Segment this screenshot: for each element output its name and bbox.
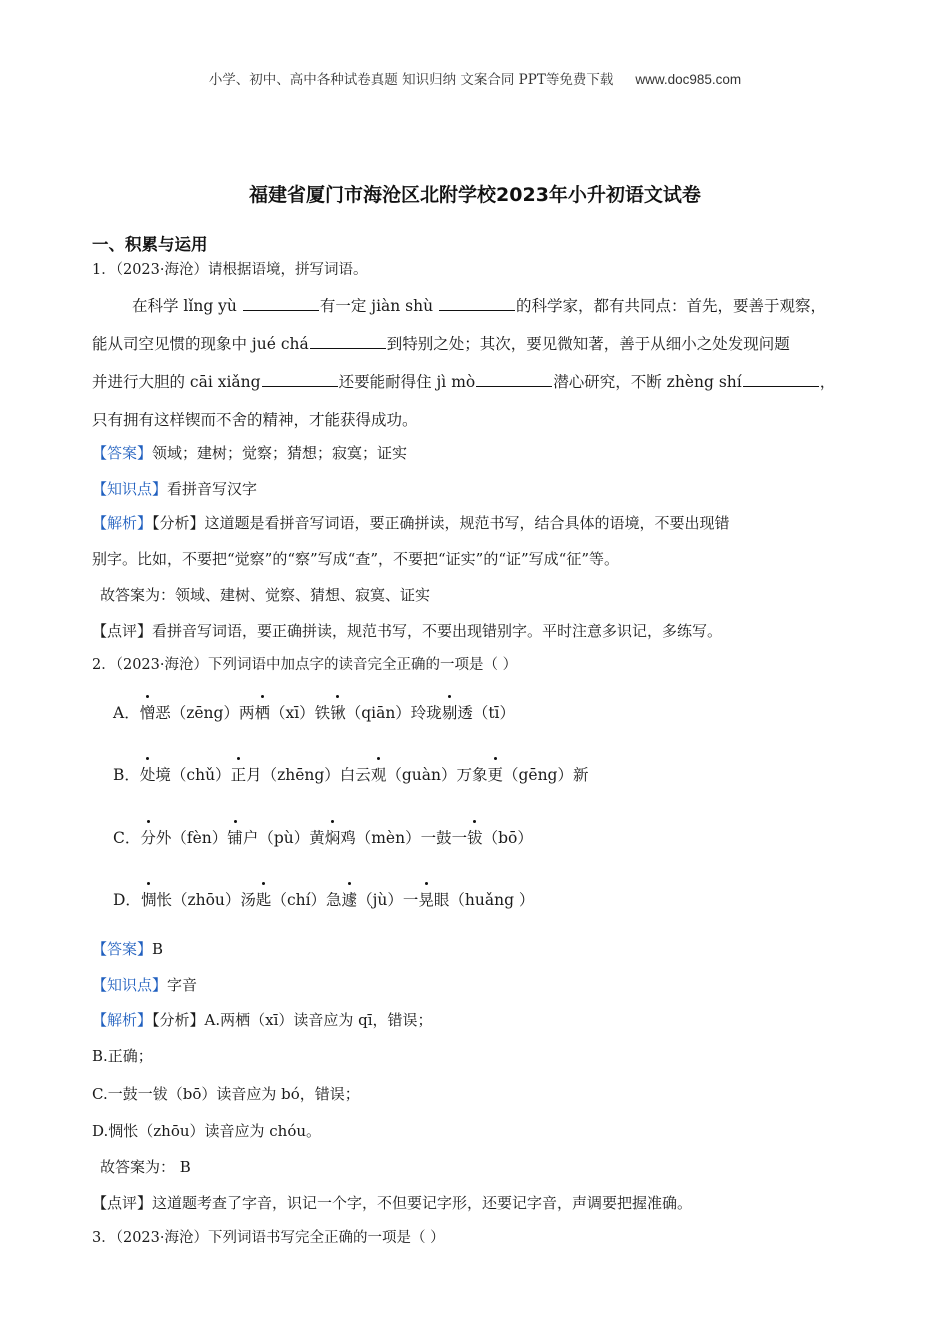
answer-blank[interactable]	[243, 309, 319, 311]
q1-final-answer: 故答案为：领域、建树、觉察、猜想、寂寞、证实	[100, 586, 431, 604]
dotted-char: 焖	[325, 826, 341, 848]
dotted-char: 正	[231, 763, 247, 785]
answer-tag: 【答案】	[92, 444, 153, 462]
q1-text: 并进行大胆的 cāi xiǎng	[92, 373, 261, 391]
question-3-stem: 3．（2023·海沧）下列词语书写完全正确的一项是（ ）	[92, 1230, 445, 1246]
q1-answer	[92, 442, 407, 463]
q2-answer	[92, 938, 163, 959]
option-c[interactable]	[113, 826, 533, 848]
document-title: 福建省厦门市海沧区北附学校2023年小升初语文试卷	[249, 184, 701, 206]
analysis-text: 【分析】A.两栖（xī）读音应为 qī，错误；	[152, 1011, 433, 1029]
question-1-stem: 1．（2023·海沧）请根据语境，拼写词语。	[92, 262, 368, 278]
q1-knowledge	[92, 478, 257, 499]
q1-passage-line-4: 只有拥有这样锲而不舍的精神，才能获得成功。	[92, 411, 418, 429]
q1-analysis	[92, 512, 730, 533]
answer-text: 领域；建树；觉察；猜想；寂寞；证实	[152, 444, 408, 462]
option-text: 月（zhēng）白云	[246, 766, 371, 784]
dotted-char: 憎	[140, 701, 156, 723]
dotted-char: 栖	[254, 701, 270, 723]
answer-blank[interactable]	[476, 385, 552, 387]
option-text: 户（pù）黄	[242, 829, 325, 847]
q1-text: 还要能耐得住 jì mò	[338, 373, 476, 391]
dotted-char: 剔	[442, 701, 458, 723]
option-label: A．	[113, 704, 140, 722]
option-text: （chí）急	[271, 891, 342, 909]
header-text: 小学、初中、高中各种试卷真题 知识归纳 文案合同 PPT等免费下载	[208, 72, 614, 88]
dotted-char: 处	[140, 763, 156, 785]
option-text: （guàn）万象	[386, 766, 488, 784]
dotted-char: 惆	[141, 888, 157, 910]
knowledge-text: 看拼音写汉字	[167, 480, 258, 498]
header-url[interactable]: www.doc985.com	[635, 72, 742, 87]
q1-analysis-line-2: 别字。比如，不要把“觉察”的“察”写成“查”，不要把“证实”的“证”写成“征”等。	[92, 550, 620, 568]
option-d[interactable]	[113, 888, 534, 910]
q2-analysis-c: C.一鼓一钹（bō）读音应为 bó，错误；	[92, 1085, 360, 1103]
q1-text: ，	[819, 373, 836, 391]
dotted-char: 钹	[467, 826, 483, 848]
knowledge-tag: 【知识点】	[92, 976, 168, 994]
knowledge-tag: 【知识点】	[92, 480, 168, 498]
page-header	[0, 68, 950, 88]
q1-text: 的科学家，都有共同点：首先，要善于观察，	[516, 297, 827, 315]
analysis-text: 【分析】这道题是看拼音写词语，要正确拼读，规范书写，结合具体的语境，不要出现错	[152, 514, 730, 532]
option-text: 外（fèn）	[155, 829, 228, 847]
option-text: 境（chǔ）	[155, 766, 231, 784]
q2-analysis	[92, 1009, 433, 1030]
q1-text: 潜心研究，不断 zhèng shí	[553, 373, 742, 391]
q2-final-answer: 故答案为： B	[100, 1158, 191, 1176]
answer-blank[interactable]	[310, 347, 386, 349]
section-heading: 一、积累与运用	[92, 235, 208, 254]
option-text: （gēng）新	[502, 766, 589, 784]
dotted-char: 遽	[342, 888, 358, 910]
dotted-char: 锹	[330, 701, 346, 723]
q2-comment: 【点评】这道题考查了字音，识记一个字，不但要记字形，还要记字音，声调要把握准确。	[92, 1194, 693, 1212]
answer-blank[interactable]	[439, 309, 515, 311]
q1-passage-line-2	[92, 332, 862, 354]
option-text: 恶（zēng）两	[155, 704, 255, 722]
option-a[interactable]	[113, 701, 515, 723]
option-label: D．	[113, 891, 141, 909]
q1-text: 到特别之处；其次，要见微知著，善于从细小之处发现问题	[386, 335, 790, 353]
q1-text: 在科学 lǐng yù	[132, 297, 242, 315]
answer-blank[interactable]	[743, 385, 819, 387]
option-text: （bō）	[482, 829, 533, 847]
option-text: （jù）一	[357, 891, 419, 909]
q1-passage-line-1	[132, 294, 902, 316]
dotted-char: 观	[371, 763, 387, 785]
q2-analysis-d: D.惆怅（zhōu）读音应为 chóu。	[92, 1122, 322, 1140]
q1-text: 能从司空见惯的现象中 jué chá	[92, 335, 309, 353]
answer-text: B	[152, 940, 164, 958]
question-2-stem: 2．（2023·海沧）下列词语中加点字的读音完全正确的一项是（ ）	[92, 657, 518, 673]
analysis-tag: 【解析】	[92, 1011, 153, 1029]
q2-analysis-b: B.正确；	[92, 1047, 153, 1065]
option-label: C．	[113, 829, 141, 847]
option-text: （qiān）玲珑	[345, 704, 442, 722]
q1-passage-line-3	[92, 370, 862, 392]
analysis-tag: 【解析】	[92, 514, 153, 532]
answer-blank[interactable]	[262, 385, 338, 387]
option-text: 怅（zhōu）汤	[156, 891, 256, 909]
option-b[interactable]	[113, 763, 588, 785]
dotted-char: 晃	[418, 888, 434, 910]
dotted-char: 更	[487, 763, 503, 785]
option-text: 眼（huǎng ）	[433, 891, 535, 909]
option-text: 鸡（mèn）一鼓一	[340, 829, 468, 847]
q1-comment: 【点评】看拼音写词语，要正确拼读，规范书写，不要出现错别字。平时注意多识记，多练写。	[92, 622, 723, 640]
option-label: B．	[113, 766, 140, 784]
knowledge-text: 字音	[167, 976, 198, 994]
option-text: （xī）铁	[269, 704, 331, 722]
dotted-char: 分	[140, 826, 156, 848]
q1-text: 有一定 jiàn shù	[319, 297, 439, 315]
answer-tag: 【答案】	[92, 940, 153, 958]
dotted-char: 匙	[256, 888, 272, 910]
dotted-char: 铺	[227, 826, 243, 848]
option-text: 透（tī）	[457, 704, 516, 722]
q2-knowledge	[92, 974, 197, 995]
